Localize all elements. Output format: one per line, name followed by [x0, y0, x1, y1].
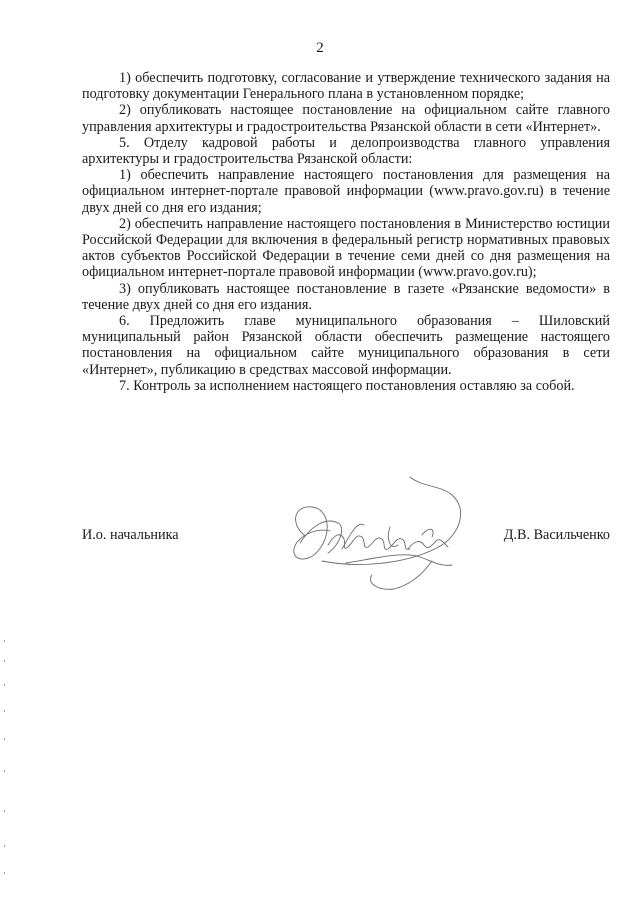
document-body	[82, 70, 610, 394]
paragraph-section-6: 6. Предложить главе муниципального образования – Шиловский муниципальный район Рязанской области обеспечить размещение настоящего постановления на официальном сайте муниципального образования в сети «Интернет», публикацию в средствах массовой информации.	[82, 313, 610, 378]
scan-margin-marks	[3, 640, 6, 880]
paragraph-section-5-item-3: 3) опубликовать настоящее постановление в газете «Рязанские ведомости» в течение двух дней со дня его издания.	[82, 280, 610, 313]
paragraph-section-5-item-1: 1) обеспечить направление настоящего постановления для размещения на официальном интернет-портале правовой информации (www.pravo.gov.ru) в течение двух дней со дня его издания;	[82, 167, 610, 216]
page-number: 2	[316, 40, 324, 56]
paragraph-section-7: 7. Контроль за исполнением настоящего постановления оставляю за собой.	[119, 377, 575, 394]
signatory-name: Д.В. Васильченко	[503, 527, 610, 543]
paragraph-item-2: 2) опубликовать настоящее постановление на официальном сайте главного управления архитектуры и градостроительства Рязанской области в сети «Интернет».	[82, 102, 610, 135]
handwritten-signature	[282, 465, 482, 595]
signatory-title: И.о. начальника	[82, 527, 179, 543]
paragraph-item-1: 1) обеспечить подготовку, согласование и утверждение технического задания на подготовку документации Генерального плана в установленном порядке;	[82, 70, 610, 103]
paragraph-section-5: 5. Отделу кадровой работы и делопроизводства главного управления архитектуры и градостроительства Рязанской области:	[82, 134, 610, 168]
paragraph-section-5-item-2: 2) обеспечить направление настоящего постановления в Министерство юстиции Российской Федерации для включения в федеральный регистр нормативных правовых актов субъектов Российской Федерации в течение семи дней со дня размещения на официальном интернет-портале правовой информации (www.pravo.gov.ru);	[82, 215, 610, 281]
